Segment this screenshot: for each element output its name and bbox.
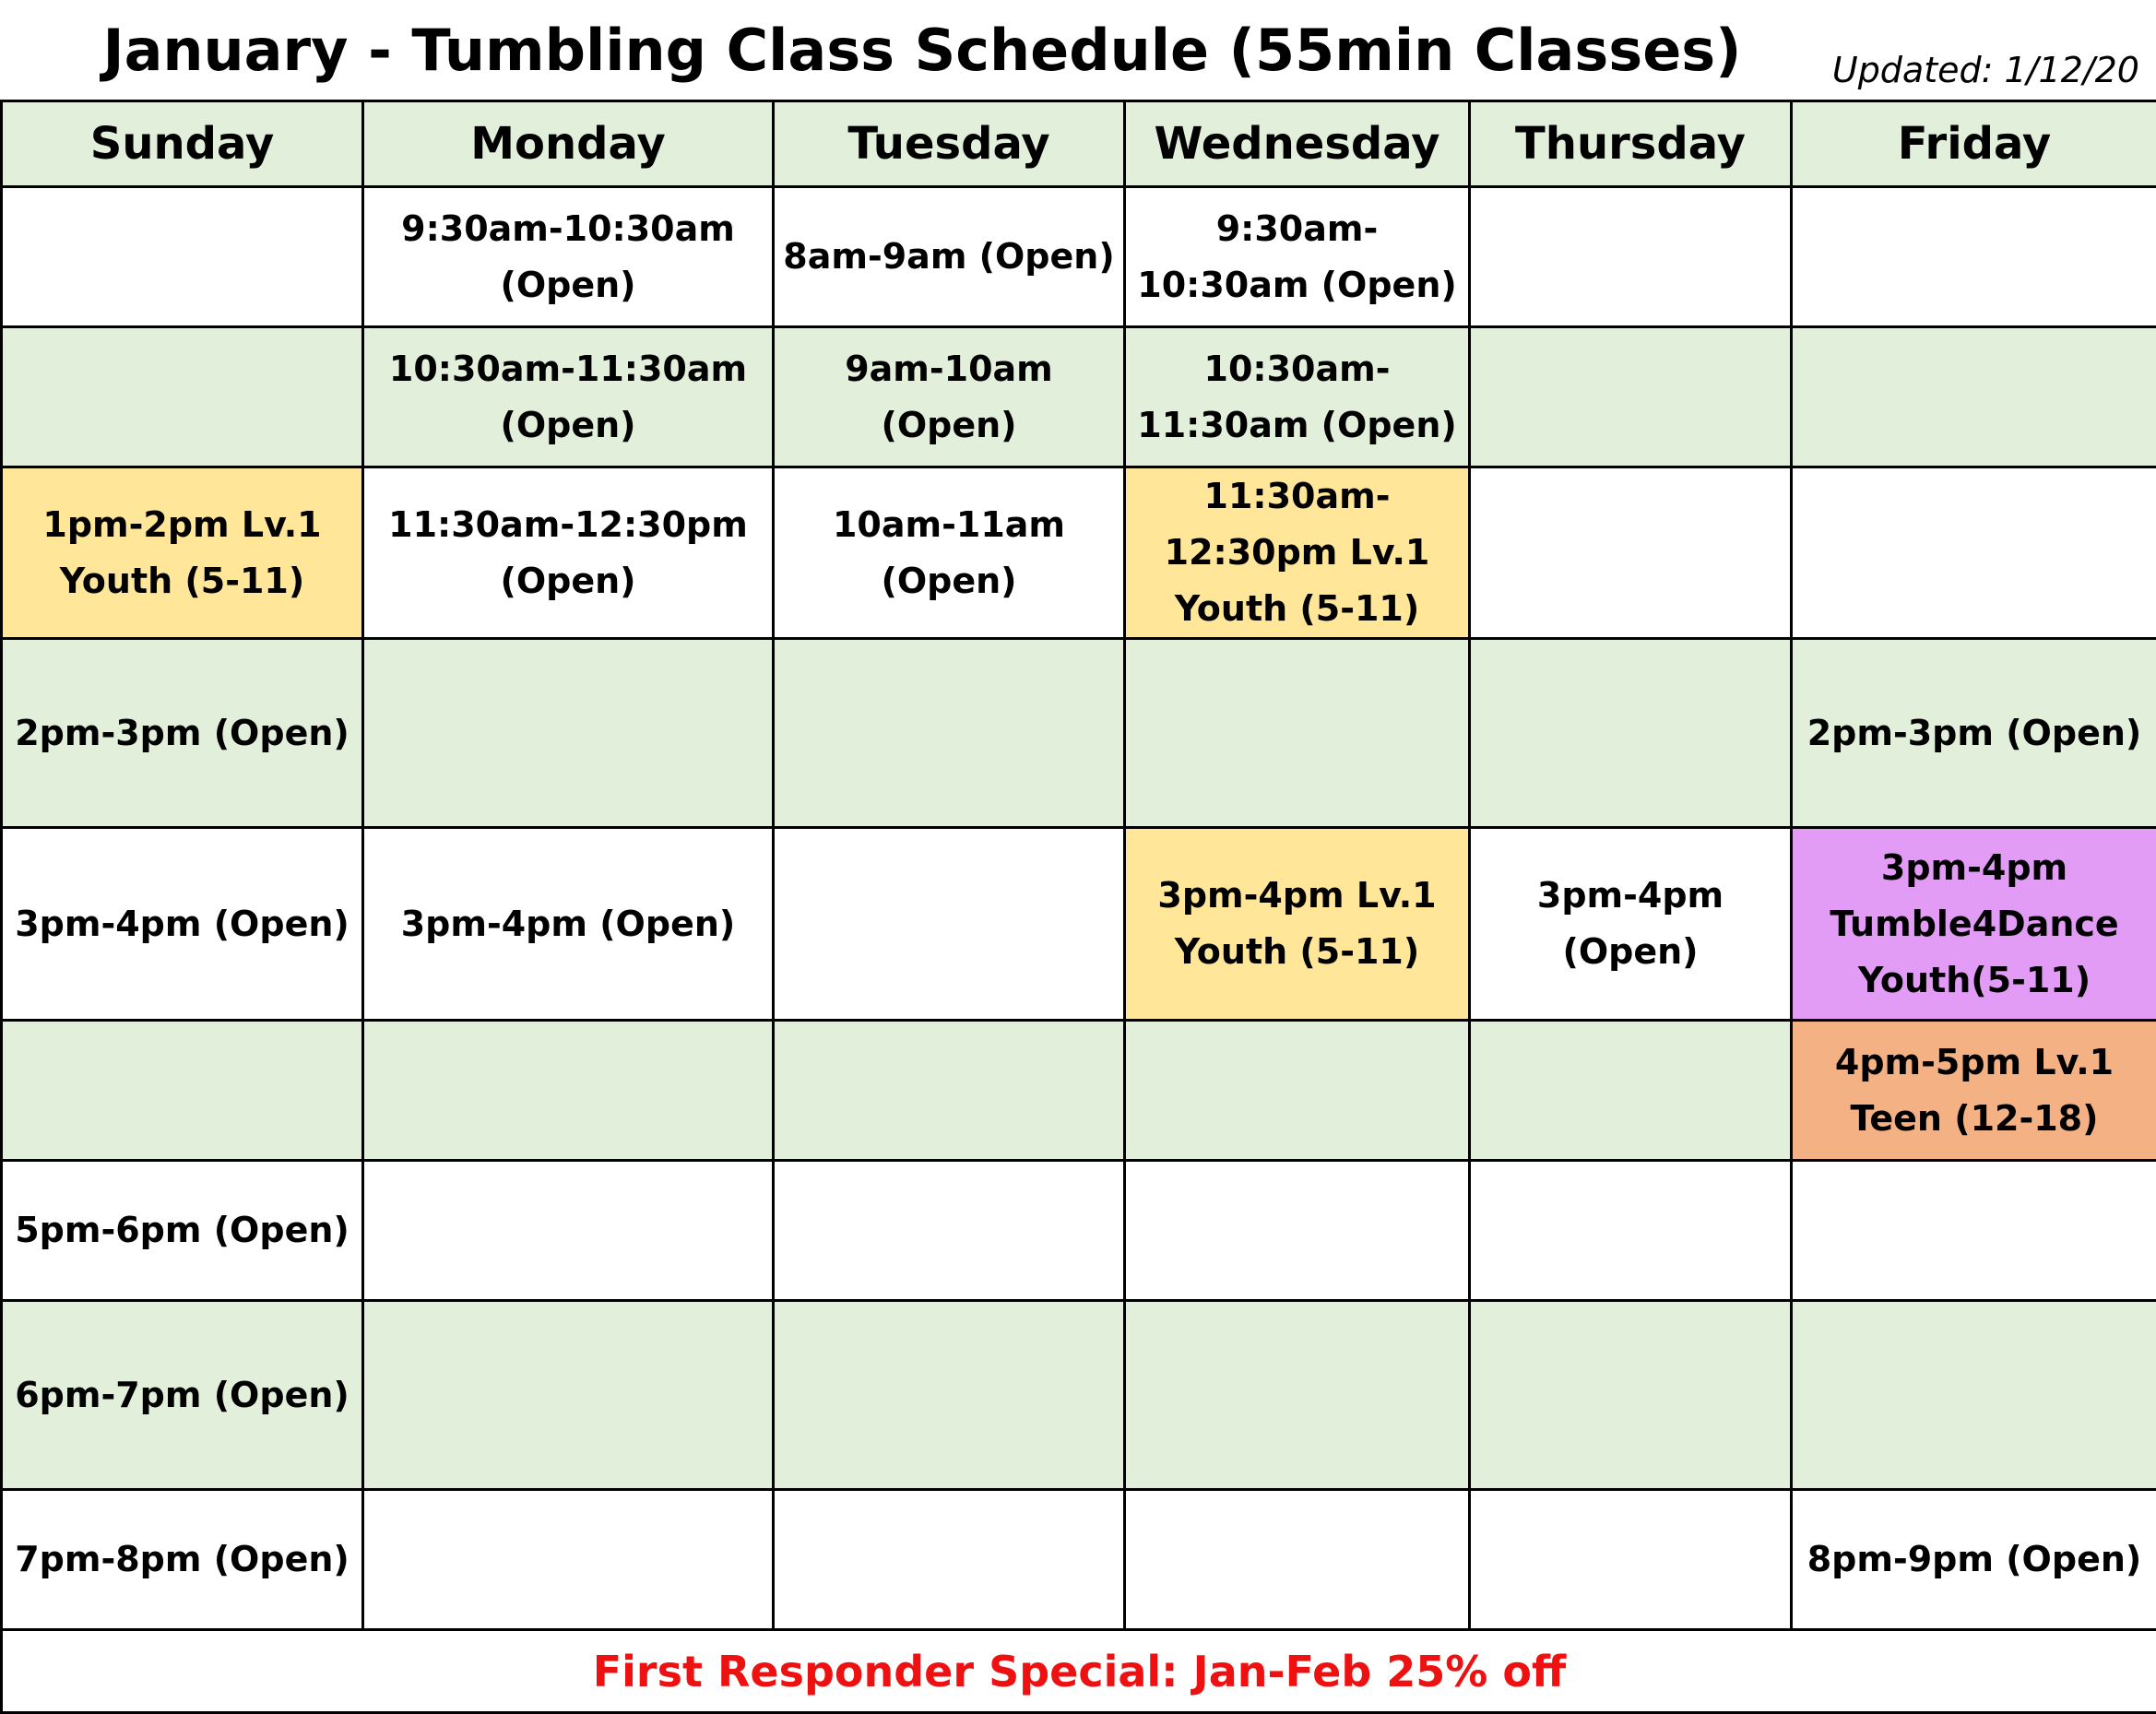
schedule-cell: 11:30am-12:30pm (Open) [363,467,774,639]
schedule-cell [1792,187,2156,327]
schedule-cell: 3pm-4pm (Open) [2,828,363,1021]
schedule-cell [1470,1021,1792,1161]
schedule-cell [1470,639,1792,828]
schedule-cell: 10:30am-11:30am (Open) [363,327,774,467]
schedule-cell: 8pm-9pm (Open) [1792,1490,2156,1630]
schedule-cell: 9:30am-10:30am (Open) [1125,187,1470,327]
schedule-cell [774,1490,1125,1630]
time-slot-row [2,1161,2156,1301]
schedule-cell [1792,1301,2156,1490]
schedule-cell: 7pm-8pm (Open) [2,1490,363,1630]
schedule-cell: 5pm-6pm (Open) [2,1161,363,1301]
class-cell-lv1-youth: 1pm-2pm Lv.1 Youth (5-11) [2,467,363,639]
schedule-cell: 3pm-4pm (Open) [363,828,774,1021]
schedule-cell: 8am-9am (Open) [774,187,1125,327]
schedule-cell [1470,1161,1792,1301]
updated-date: Updated: 1/12/20 [1832,42,2139,98]
day-header: Sunday [2,101,363,187]
schedule-cell: 2pm-3pm (Open) [1792,639,2156,828]
schedule-cell [774,828,1125,1021]
schedule-cell [1470,467,1792,639]
schedule-cell [1125,1161,1470,1301]
time-slot-row [2,828,2156,1021]
time-slot-row [2,639,2156,828]
schedule-cell: 10:30am-11:30am (Open) [1125,327,1470,467]
schedule-cell [1125,639,1470,828]
schedule-cell [1470,187,1792,327]
schedule-cell: 3pm-4pm (Open) [1470,828,1792,1021]
schedule-cell [2,327,363,467]
day-header: Wednesday [1125,101,1470,187]
day-header: Monday [363,101,774,187]
schedule-cell [774,1021,1125,1161]
page-title: January - Tumbling Class Schedule (55min Classes) [0,9,1844,92]
class-cell-lv1-youth: 3pm-4pm Lv.1 Youth (5-11) [1125,828,1470,1021]
day-header: Thursday [1470,101,1792,187]
class-cell-lv1-youth: 11:30am-12:30pm Lv.1 Youth (5-11) [1125,467,1470,639]
schedule-table [0,100,2156,1714]
class-cell-tumble4dance: 3pm-4pm Tumble4Dance Youth(5-11) [1792,828,2156,1021]
schedule-cell [2,187,363,327]
schedule-cell [2,1021,363,1161]
time-slot-row [2,1021,2156,1161]
schedule-cell: 9:30am-10:30am (Open) [363,187,774,327]
schedule-cell [774,1161,1125,1301]
day-header: Friday [1792,101,2156,187]
schedule-cell [363,639,774,828]
class-cell-lv1-teen: 4pm-5pm Lv.1 Teen (12-18) [1792,1021,2156,1161]
schedule-cell: 10am-11am (Open) [774,467,1125,639]
schedule-cell [1125,1021,1470,1161]
schedule-cell: 9am-10am (Open) [774,327,1125,467]
title-row [0,0,2156,100]
time-slot-row [2,187,2156,327]
schedule-cell [363,1021,774,1161]
schedule-cell [1470,1490,1792,1630]
schedule-cell [1470,327,1792,467]
promo-banner: First Responder Special: Jan-Feb 25% off [2,1630,2156,1713]
schedule-cell [1470,1301,1792,1490]
schedule-cell [363,1301,774,1490]
footer-row [2,1630,2156,1713]
schedule-cell: 2pm-3pm (Open) [2,639,363,828]
schedule-cell [363,1161,774,1301]
day-header: Tuesday [774,101,1125,187]
schedule-cell [1125,1301,1470,1490]
schedule-cell [1792,327,2156,467]
schedule-cell: 6pm-7pm (Open) [2,1301,363,1490]
day-header-row [2,101,2156,187]
time-slot-row [2,327,2156,467]
time-slot-row [2,1490,2156,1630]
schedule-cell [1125,1490,1470,1630]
schedule-cell [774,1301,1125,1490]
time-slot-row [2,467,2156,639]
schedule-cell [1792,467,2156,639]
schedule-cell [363,1490,774,1630]
schedule-cell [1792,1161,2156,1301]
time-slot-row [2,1301,2156,1490]
schedule-cell [774,639,1125,828]
